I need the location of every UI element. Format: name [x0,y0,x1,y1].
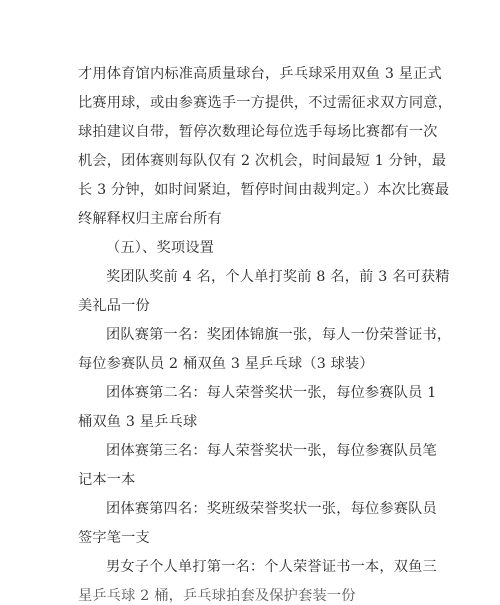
section-heading-awards: （五）、奖项设置 [106,240,215,256]
text-line-10: 团队赛第一名：奖团体锦旗一张，每人一份荣誉证书， [106,327,452,343]
text-line-17: 签字笔一支 [78,530,150,546]
text-line-18: 男女子个人单打第一名：个人荣誉证书一本，双鱼三 [106,559,437,575]
text-line-8: 奖团队奖前 4 名，个人单打奖前 8 名，前 3 名可获精 [106,269,450,285]
text-line-11: 每位参赛队员 2 桶双鱼 3 星乒乓球（3 球装） [78,356,374,372]
text-line-4: 机会，团体赛则每队仅有 2 次机会，时间最短 1 分钟，最 [78,153,447,169]
text-line-16: 团体赛第四名：奖班级荣誉奖状一张，每位参赛队员 [106,501,437,517]
text-line-1: 才用体育馆内标准高质量球台，乒乓球采用双鱼 3 星正式 [78,66,442,82]
text-line-15: 记本一本 [78,472,136,488]
text-line-9: 美礼品一份 [78,298,150,314]
text-line-13: 桶双鱼 3 星乒乓球 [78,414,198,430]
text-line-5: 长 3 分钟，如时间紧迫，暂停时间由裁判定。）本次比赛最 [78,182,450,198]
text-line-2: 比赛用球，或由参赛选手一方提供，不过需征求双方同意， [78,95,453,111]
text-line-6: 终解释权归主席台所有 [78,211,222,227]
text-line-3: 球拍建议自带，暂停次数理论每位选手每场比赛都有一次 [78,124,438,140]
text-line-19: 星乒乓球 2 桶，乒乓球拍套及保护套装一份 [78,588,356,604]
text-line-14: 团体赛第三名：每人荣誉奖状一张，每位参赛队员笔 [106,443,437,459]
text-line-12: 团体赛第二名：每人荣誉奖状一张，每位参赛队员 1 [106,385,437,401]
